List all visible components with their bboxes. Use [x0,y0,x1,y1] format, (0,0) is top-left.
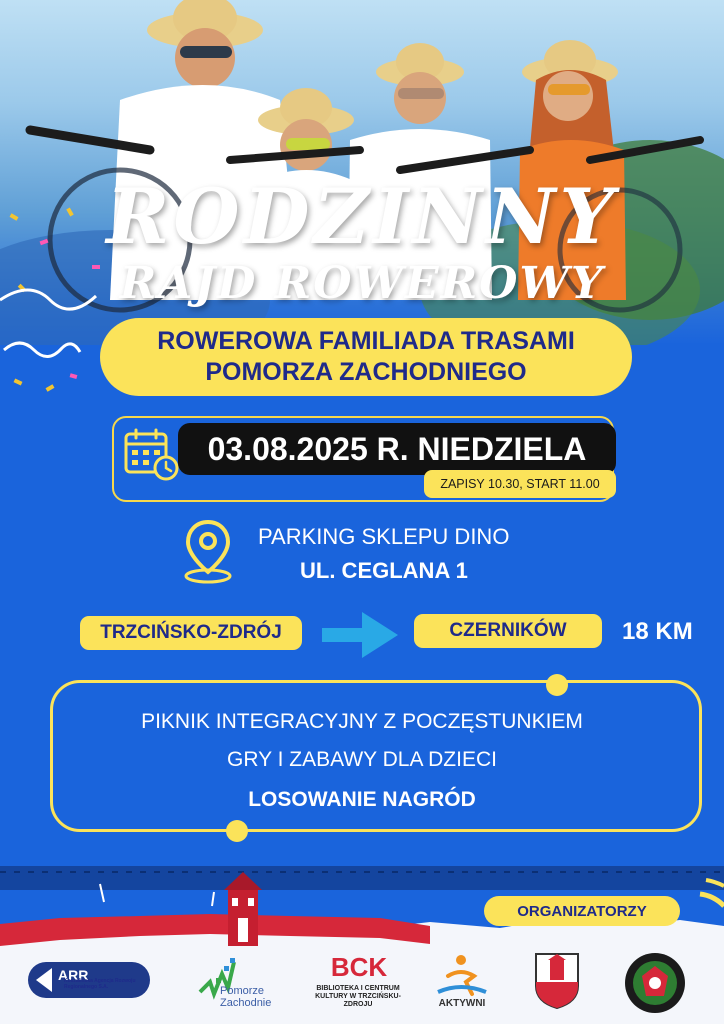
svg-text:ARR: ARR [58,967,89,983]
arr-name: Koszalińska Agencja Rozwoju Regionalnego S.A. [64,978,136,990]
subtitle-banner [100,318,632,396]
route-arrow-icon [322,610,398,660]
location-pin-icon [182,518,234,584]
route-end: CZERNIKÓW [414,614,602,648]
frame-dot-decoration [546,674,568,696]
subtitle-line-1: ROWEROWA FAMILIADA TRASAMI [157,327,575,355]
organizers-label: ORGANIZATORZY [484,896,680,926]
route-distance: 18 KM [622,618,693,645]
coat-of-arms-logo [534,952,580,1010]
location-line-2: UL. CEGLANA 1 [300,558,468,583]
frame-dot-decoration [226,820,248,842]
location-line-1: PARKING SKLEPU DINO [258,524,510,549]
route-start: TRZCIŃSKO-ZDRÓJ [80,616,302,650]
event-date: 03.08.2025 R. NIEDZIELA [178,423,616,475]
subtitle-line-2: POMORZA ZACHODNIEGO [205,358,527,386]
aktywni-name: AKTYWNI [438,998,486,1009]
activity-item: GRY I ZABAWY DLA DZIECI [227,748,497,771]
bck-mark: BCK [330,952,388,982]
event-times: ZAPISY 10.30, START 11.00 [424,470,616,498]
pomorze-zachodnie-name: Pomorze Zachodnie [220,985,272,1009]
activity-item: PIKNIK INTEGRACYJNY Z POCZĘSTUNKIEM [141,710,583,733]
poster-title-subline: RAJD ROWEROWY [119,258,605,309]
bck-name: BIBLIOTEKA I CENTRUM KULTURY W TRZCIŃSKU-ZDROJU [315,985,401,1008]
activity-item: LOSOWANIE NAGRÓD [248,788,476,811]
poster-title: RODZINNY [106,172,618,261]
calendar-clock-icon [124,428,180,482]
confetti-decoration [0,330,100,410]
fire-brigade-logo [624,952,686,1014]
